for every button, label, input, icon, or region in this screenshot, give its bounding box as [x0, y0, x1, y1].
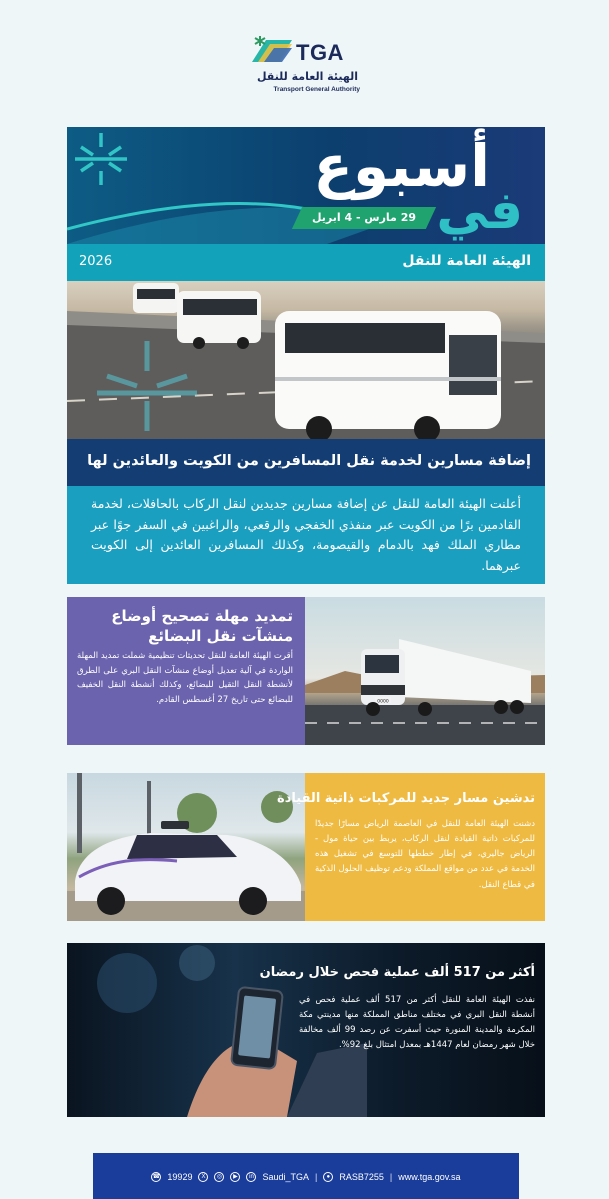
bus-middle-icon: [177, 291, 261, 349]
story-1-body: أعلنت الهيئة العامة للنقل عن إضافة مسارين جديدين لنقل الركاب بالحافلات، لخدمة القادمين برًا من الكويت عبر منفذي الخفجي والرقعي، والراغبين في السفر جوًا عبر مطاري الملك فهد بالدمام والقيصومة، وكذلك المسافرين العائدين إلى الكويت عبرهما.: [91, 496, 521, 573]
truck-icon: [361, 639, 531, 716]
sun-emblem-icon: [75, 133, 127, 185]
authority-name: الهيئة العامة للنقل: [402, 253, 531, 269]
footer-row: [93, 1172, 519, 1182]
brand-name-full: Transport General Authority: [273, 86, 360, 93]
story-1-title: إضافة مسارين لخدمة نقل المسافرين من الكويت والعائدين لها: [87, 453, 531, 469]
footer-separator: |: [389, 1172, 393, 1182]
footer-separator: |: [314, 1172, 318, 1182]
story-2-title: تمديد مهلة تصحيح أوضاع منشآت نقل البضائع: [111, 607, 293, 645]
story-2-body: أقرت الهيئة العامة للنقل تحديثات تنظيمية شملت تمديد المهلة الواردة في آلية تعديل أوضاع منشآت النقل البري على الطرق لأنشطة النقل الثقيل للبضائع، وكذلك أنشطة النقل الخفيف للبضائع حتى تاريخ 27 أغسطس القادم.: [76, 651, 293, 705]
autonomous-car-photo: [67, 773, 305, 921]
tga-emblem-icon: [248, 32, 294, 66]
license-plate-text: 0000: [377, 699, 389, 705]
story-3-title: تدشين مسار جديد للمركبات ذاتية القيادة: [277, 791, 535, 806]
youtube-icon[interactable]: ▶: [230, 1172, 240, 1182]
truck-photo: [305, 597, 545, 745]
date-range-badge: [292, 207, 436, 229]
autonomous-car-icon: [75, 821, 301, 915]
story-4-panel: [67, 943, 545, 1117]
story-1-body-panel: [67, 486, 545, 584]
date-range-text: 29 مارس - 4 ابريل: [311, 211, 416, 224]
tga-logo: [248, 30, 360, 100]
story-2-text-panel: [67, 597, 305, 745]
footer-phone[interactable]: 19929: [167, 1172, 193, 1182]
story-4-body: نفذت الهيئة العامة للنقل أكثر من 517 ألف عملية فحص في أنشطة النقل البري في مختلف مناطق المملكة منها مدينتي مكة المكرمة والمدينة المنورة حيث أسفرت عن رصد 99 ألف مخالفة خلال شهر رمضان لعام 1447هـ بمعدل امتثال بلغ 92%.: [299, 995, 535, 1051]
brand-name-ar: الهيئة العامة للنقل: [256, 70, 358, 83]
header-title-in: في: [436, 181, 523, 241]
authority-year: 2026: [79, 254, 113, 269]
week-header-banner: [67, 127, 545, 244]
phone-icon: ☎: [152, 1174, 161, 1180]
bus-front-icon: [275, 311, 501, 439]
story-4-title: أكثر من 517 ألف عملية فحص خلال رمضان: [259, 965, 535, 980]
story-1-title-bar: [67, 439, 545, 486]
footer-handle[interactable]: Saudi_TGA: [262, 1172, 309, 1182]
story-3-body: دشنت الهيئة العامة للنقل في العاصمة الرياض مسارًا جديدًا للمركبات ذاتية القيادة لنقل الركاب، يربط بين حياة مول - الرياض جاليري، في إطار خططها للتوسع في تشغيل هذه الخدمة في عدد من مواقع المملكة ودعم توظيف الحلول الذكية في قطاع النقل.: [315, 819, 535, 890]
buses-photo: [67, 281, 545, 439]
story-3-text-panel: [277, 773, 545, 921]
bus-far-icon: [133, 283, 179, 313]
brand-name-en: TGA: [296, 40, 344, 65]
authority-bar: [67, 244, 545, 281]
contact-footer: [93, 1153, 519, 1199]
header-title-week: أسبوع: [313, 132, 490, 200]
instagram-icon[interactable]: ◎: [214, 1172, 224, 1182]
footer-code: RASB7255: [339, 1172, 384, 1182]
location-icon: ●: [323, 1172, 333, 1182]
phone-in-hand-icon: [187, 987, 297, 1117]
x-icon[interactable]: X: [198, 1172, 208, 1182]
linkedin-icon[interactable]: in: [246, 1172, 256, 1182]
footer-website[interactable]: www.tga.gov.sa: [398, 1172, 461, 1182]
